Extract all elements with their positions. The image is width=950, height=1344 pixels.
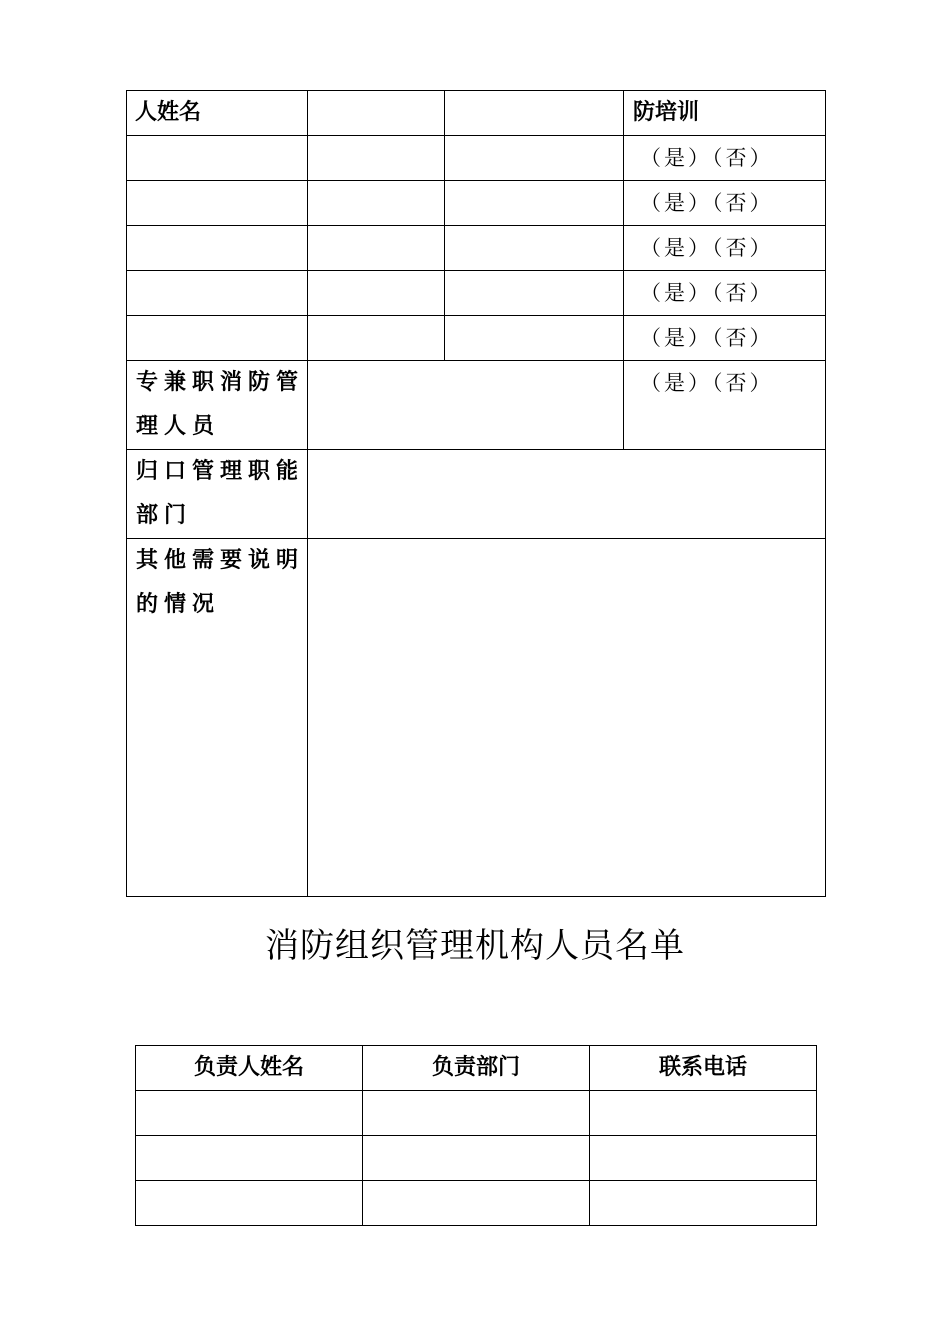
table-row	[136, 1181, 817, 1226]
training-yes-no[interactable]: （是）（否）	[624, 316, 826, 361]
notes-value[interactable]	[308, 539, 826, 897]
person-cell[interactable]	[136, 1136, 363, 1181]
phone-cell[interactable]	[590, 1181, 817, 1226]
fulltime-manager-row	[127, 361, 826, 450]
form-row	[127, 316, 826, 361]
column-header-department: 负责部门	[363, 1046, 590, 1091]
training-yes-no[interactable]: （是）（否）	[624, 136, 826, 181]
training-yes-no[interactable]: （是）（否）	[624, 271, 826, 316]
form-cell[interactable]	[308, 226, 445, 271]
phone-cell[interactable]	[590, 1091, 817, 1136]
form-cell[interactable]	[445, 181, 624, 226]
column-header-phone: 联系电话	[590, 1046, 817, 1091]
department-value[interactable]	[308, 450, 826, 539]
table-row	[136, 1136, 817, 1181]
name-cell[interactable]	[127, 271, 308, 316]
notes-row	[127, 539, 826, 897]
form-row	[127, 271, 826, 316]
fire-training-header: 防培训	[624, 91, 826, 136]
training-yes-no[interactable]: （是）（否）	[624, 226, 826, 271]
form-cell[interactable]	[308, 136, 445, 181]
notes-label: 其他需要说明的情况	[127, 539, 308, 897]
personnel-list-table	[135, 1045, 817, 1226]
department-row	[127, 450, 826, 539]
training-yes-no[interactable]: （是）（否）	[624, 181, 826, 226]
form-header-row	[127, 91, 826, 136]
name-cell[interactable]	[127, 226, 308, 271]
form-cell[interactable]	[445, 271, 624, 316]
form-cell[interactable]	[445, 226, 624, 271]
form-header-cell-2[interactable]	[308, 91, 445, 136]
department-cell[interactable]	[363, 1181, 590, 1226]
phone-cell[interactable]	[590, 1136, 817, 1181]
form-cell[interactable]	[308, 316, 445, 361]
column-header-person: 负责人姓名	[136, 1046, 363, 1091]
table-row	[136, 1091, 817, 1136]
department-label: 归口管理职能部门	[127, 450, 308, 539]
page-title: 消防组织管理机构人员名单	[265, 926, 685, 966]
fulltime-manager-value[interactable]	[308, 361, 624, 450]
form-row	[127, 136, 826, 181]
name-cell[interactable]	[127, 136, 308, 181]
name-cell[interactable]	[127, 181, 308, 226]
person-cell[interactable]	[136, 1181, 363, 1226]
form-row	[127, 226, 826, 271]
name-header: 人姓名	[127, 91, 308, 136]
form-row	[127, 181, 826, 226]
form-header-cell-3[interactable]	[445, 91, 624, 136]
form-cell[interactable]	[308, 271, 445, 316]
fulltime-yes-no[interactable]: （是）（否）	[624, 361, 826, 450]
name-cell[interactable]	[127, 316, 308, 361]
fulltime-manager-label: 专兼职消防管理人员	[127, 361, 308, 450]
department-cell[interactable]	[363, 1136, 590, 1181]
list-header-row	[136, 1046, 817, 1091]
department-cell[interactable]	[363, 1091, 590, 1136]
fire-safety-personnel-form	[126, 90, 826, 897]
person-cell[interactable]	[136, 1091, 363, 1136]
form-cell[interactable]	[445, 316, 624, 361]
form-cell[interactable]	[445, 136, 624, 181]
form-cell[interactable]	[308, 181, 445, 226]
